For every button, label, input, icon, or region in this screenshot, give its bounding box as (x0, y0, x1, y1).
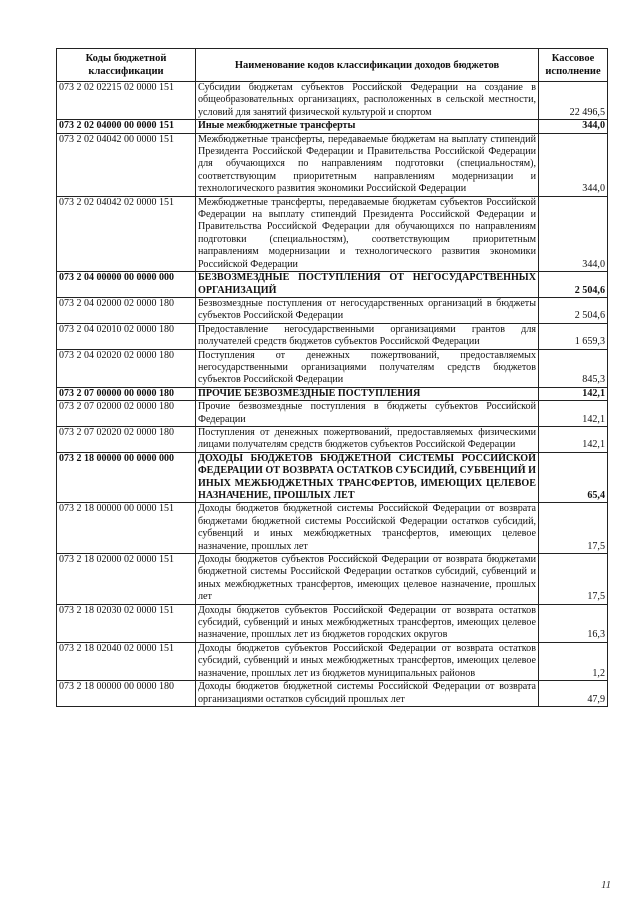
row-amount: 142,1 (539, 387, 608, 400)
row-code: 073 2 18 02030 02 0000 151 (57, 604, 196, 642)
table-row (57, 642, 608, 680)
row-code: 073 2 04 02000 02 0000 180 (57, 297, 196, 323)
table-row (57, 196, 608, 271)
row-code: 073 2 02 02215 02 0000 151 (57, 82, 196, 120)
row-amount: 142,1 (539, 401, 608, 427)
table-row (57, 681, 608, 707)
row-amount: 142,1 (539, 426, 608, 452)
row-name: Доходы бюджетов бюджетной системы Российской Федерации от возврата бюджетами бюджетной системы Российской Федерации остатков субсидий, субвенций и иных межбюджетных трансфертов, имеющих целевое назначение, прошлых лет (196, 503, 539, 554)
table-row (57, 401, 608, 427)
table-row (57, 387, 608, 400)
row-name: Субсидии бюджетам субъектов Российской Федерации на создание в общеобразовательных организациях, расположенных в сельской местности, условий для занятий физической культурой и спортом (196, 82, 539, 120)
row-amount: 344,0 (539, 196, 608, 271)
header-name: Наименование кодов классификации доходов бюджетов (196, 49, 539, 82)
row-amount: 17,5 (539, 554, 608, 605)
row-code: 073 2 07 00000 00 0000 180 (57, 387, 196, 400)
row-amount: 2 504,6 (539, 297, 608, 323)
row-name: Предоставление негосударственными организациями грантов для получателей средств бюджетов субъектов Российской Федерации (196, 323, 539, 349)
row-code: 073 2 07 02020 02 0000 180 (57, 426, 196, 452)
row-amount: 344,0 (539, 133, 608, 196)
header-amount: Кассовое исполнение (539, 49, 608, 82)
table-row (57, 120, 608, 133)
row-amount: 47,9 (539, 681, 608, 707)
row-code: 073 2 04 02020 02 0000 180 (57, 349, 196, 387)
row-code: 073 2 02 04042 02 0000 151 (57, 196, 196, 271)
row-name: БЕЗВОЗМЕЗДНЫЕ ПОСТУПЛЕНИЯ ОТ НЕГОСУДАРСТВЕННЫХ ОРГАНИЗАЦИЙ (196, 272, 539, 298)
table-row (57, 554, 608, 605)
row-name: Межбюджетные трансферты, передаваемые бюджетам субъектов Российской Федерации на выплату стипендий Президента Российской Федерации и Правительства Российской Федерации для обучающихся по направлениям подготовки (специальностям), соответствующим приоритетным направлениям модернизации и технологического развития экономики Российской Федерации (196, 196, 539, 271)
row-amount: 65,4 (539, 452, 608, 503)
row-amount: 2 504,6 (539, 272, 608, 298)
table-header-row (57, 49, 608, 82)
table-row (57, 452, 608, 503)
row-code: 073 2 02 04042 00 0000 151 (57, 133, 196, 196)
row-amount: 344,0 (539, 120, 608, 133)
row-name: ПРОЧИЕ БЕЗВОЗМЕЗДНЫЕ ПОСТУПЛЕНИЯ (196, 387, 539, 400)
table-row (57, 133, 608, 196)
row-name: Доходы бюджетов бюджетной системы Российской Федерации от возврата организациями остатков субсидий прошлых лет (196, 681, 539, 707)
table-row (57, 604, 608, 642)
table-body (57, 82, 608, 707)
row-amount: 1 659,3 (539, 323, 608, 349)
table-row (57, 323, 608, 349)
row-name: Безвозмездные поступления от негосударственных организаций в бюджеты субъектов Российской Федерации (196, 297, 539, 323)
row-name: Поступления от денежных пожертвований, предоставляемых физическими лицами получателям средств бюджетов субъектов Российской Федерации (196, 426, 539, 452)
header-code: Коды бюджетной классификации (57, 49, 196, 82)
row-name: Иные межбюджетные трансферты (196, 120, 539, 133)
row-code: 073 2 18 00000 00 0000 000 (57, 452, 196, 503)
table-row (57, 426, 608, 452)
row-name: Поступления от денежных пожертвований, предоставляемых негосударственными организациями получателям средств бюджетов субъектов Российской Федерации (196, 349, 539, 387)
page-number: 11 (601, 879, 612, 891)
row-name: ДОХОДЫ БЮДЖЕТОВ БЮДЖЕТНОЙ СИСТЕМЫ РОССИЙСКОЙ ФЕДЕРАЦИИ ОТ ВОЗВРАТА ОСТАТКОВ СУБСИДИЙ, СУБВЕНЦИЙ И ИНЫХ МЕЖБЮДЖЕТНЫХ ТРАНСФЕРТОВ, ИМЕЮЩИХ ЦЕЛЕВОЕ НАЗНАЧЕНИЕ, ПРОШЛЫХ ЛЕТ (196, 452, 539, 503)
row-amount: 17,5 (539, 503, 608, 554)
row-amount: 1,2 (539, 642, 608, 680)
row-code: 073 2 18 00000 00 0000 151 (57, 503, 196, 554)
row-name: Доходы бюджетов субъектов Российской Федерации от возврата остатков субсидий, субвенций и иных межбюджетных трансфертов, имеющих целевое назначение, прошлых лет из бюджетов городских округов (196, 604, 539, 642)
revenue-classification-table (56, 48, 608, 707)
row-amount: 22 496,5 (539, 82, 608, 120)
row-code: 073 2 18 02040 02 0000 151 (57, 642, 196, 680)
row-code: 073 2 18 02000 02 0000 151 (57, 554, 196, 605)
table-row (57, 349, 608, 387)
row-name: Прочие безвозмездные поступления в бюджеты субъектов Российской Федерации (196, 401, 539, 427)
row-amount: 16,3 (539, 604, 608, 642)
row-code: 073 2 02 04000 00 0000 151 (57, 120, 196, 133)
row-name: Доходы бюджетов субъектов Российской Федерации от возврата остатков субсидий, субвенций и иных межбюджетных трансфертов, имеющих целевое назначение, прошлых лет из бюджетов муниципальных районов (196, 642, 539, 680)
row-name: Доходы бюджетов субъектов Российской Федерации от возврата бюджетами бюджетной системы Российской Федерации остатков субсидий, субвенций и иных межбюджетных трансфертов, имеющих целевое назначение, прошлых лет (196, 554, 539, 605)
budget-table-sheet (56, 48, 607, 707)
table-row (57, 297, 608, 323)
row-code: 073 2 18 00000 00 0000 180 (57, 681, 196, 707)
table-row (57, 272, 608, 298)
table-row (57, 82, 608, 120)
row-name: Межбюджетные трансферты, передаваемые бюджетам на выплату стипендий Президента Российской Федерации и Правительства Российской Федерации для обучающихся по направлениям подготовки (специальностям), соответствующим приоритетным направлениям модернизации и технологического развития экономики Российской Федерации (196, 133, 539, 196)
row-code: 073 2 04 02010 02 0000 180 (57, 323, 196, 349)
table-row (57, 503, 608, 554)
row-amount: 845,3 (539, 349, 608, 387)
row-code: 073 2 04 00000 00 0000 000 (57, 272, 196, 298)
row-code: 073 2 07 02000 02 0000 180 (57, 401, 196, 427)
